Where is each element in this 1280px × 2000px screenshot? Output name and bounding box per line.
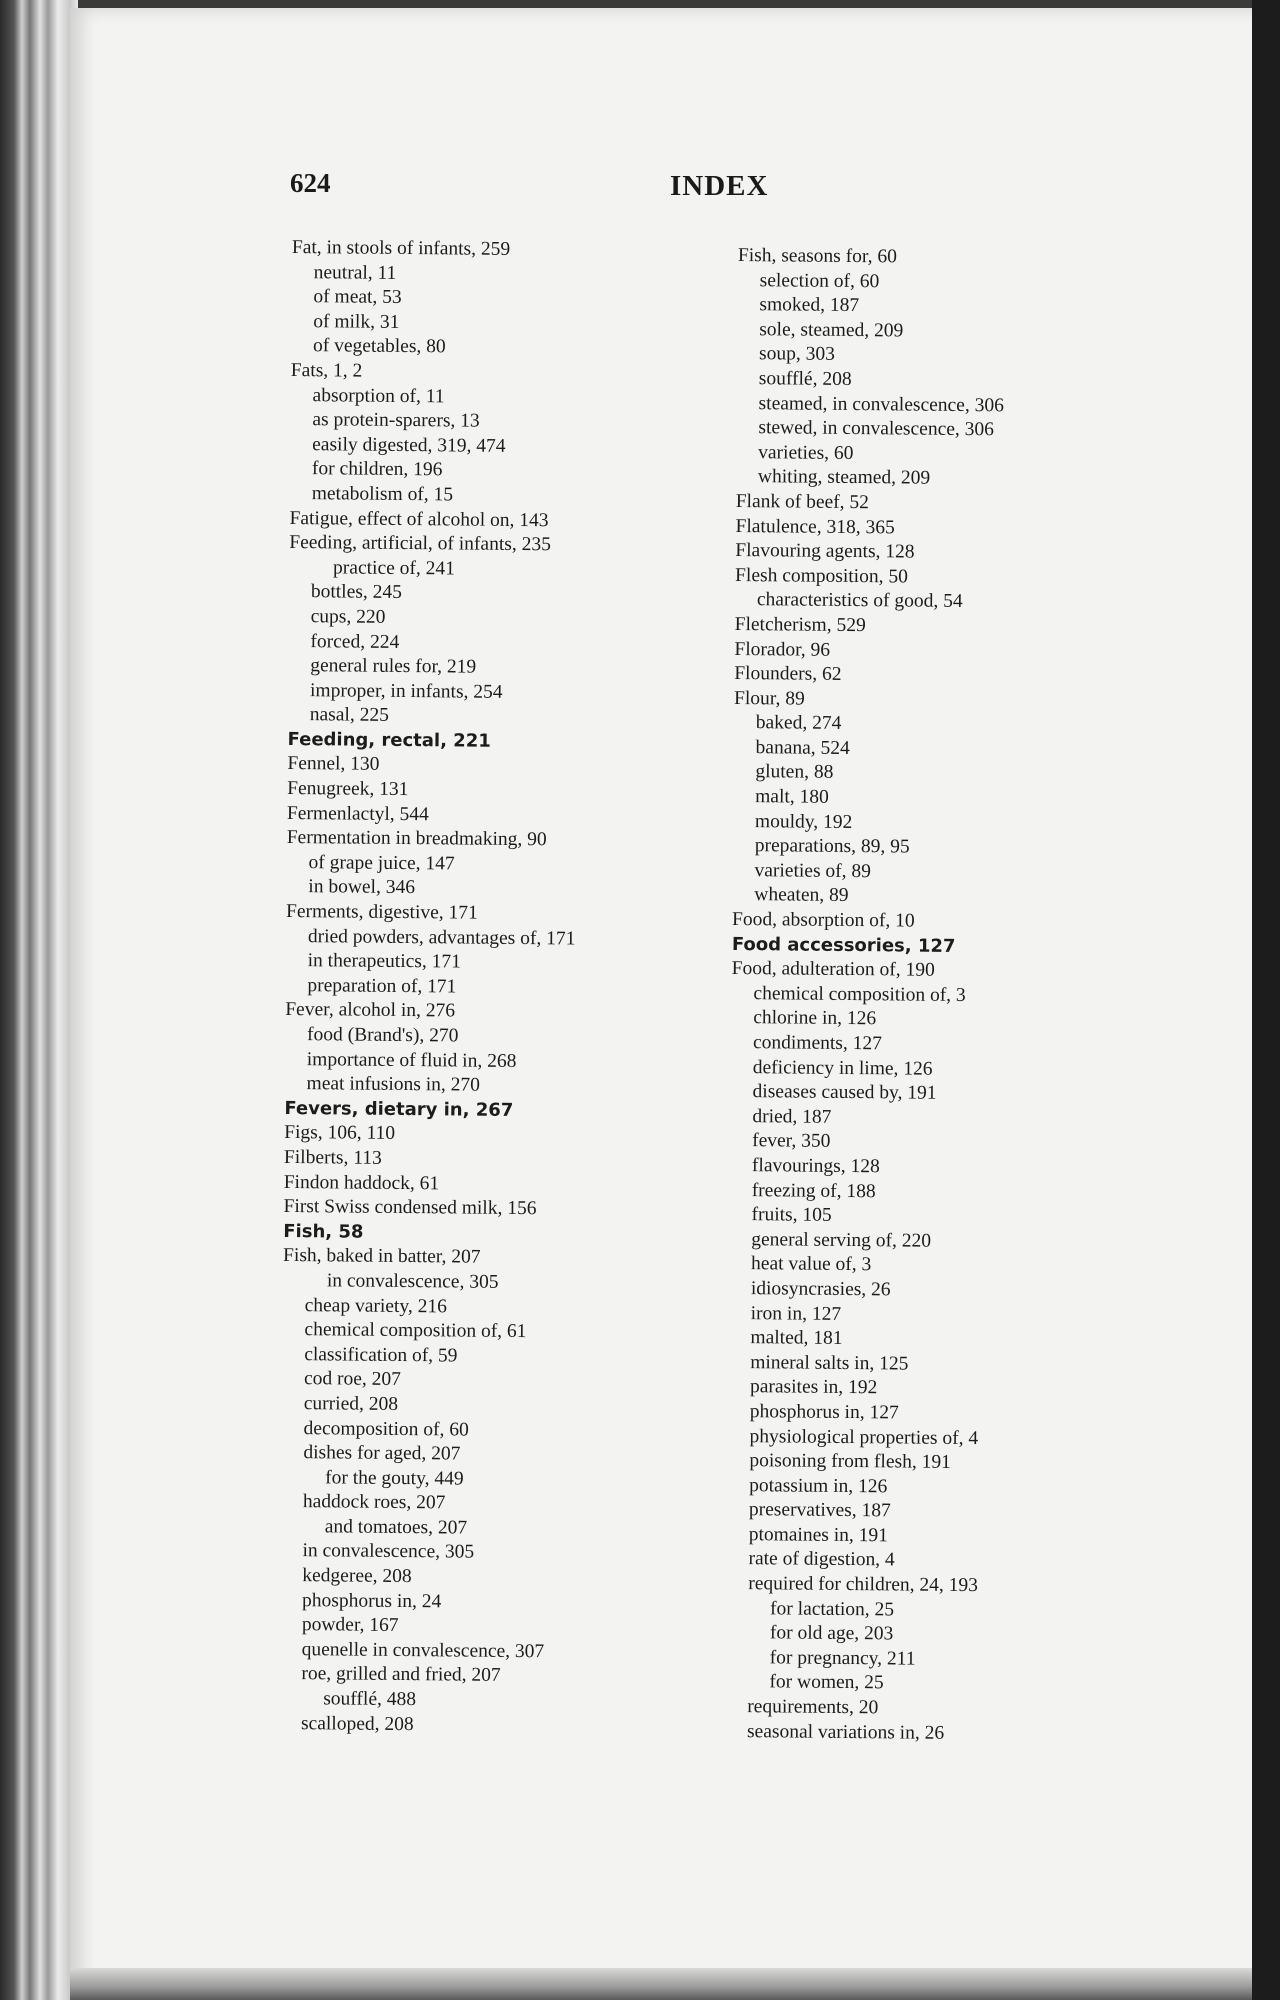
- index-heading: Fat, in stools of infants, 259: [291, 236, 511, 260]
- index-heading: Fermenlactyl, 544: [286, 802, 429, 825]
- index-heading: Food, absorption of, 10: [732, 909, 915, 932]
- index-subentry: chemical composition of, 61: [304, 1319, 527, 1343]
- index-subentry: powder, 167: [301, 1614, 399, 1637]
- index-heading: Findon haddock, 61: [283, 1171, 440, 1194]
- index-subentry: quenelle in convalescence, 307: [301, 1638, 545, 1663]
- index-heading: First Swiss condensed milk, 156: [283, 1196, 537, 1220]
- index-subentry: wheaten, 89: [754, 884, 849, 907]
- index-subentry: in convalescence, 305: [326, 1270, 499, 1293]
- book-spine-edge: [0, 0, 78, 2000]
- index-heading: Fermentation in breadmaking, 90: [286, 827, 547, 851]
- index-subentry: varieties of, 89: [754, 860, 872, 883]
- index-subentry: fever, 350: [752, 1130, 831, 1153]
- page-number: 624: [290, 168, 331, 198]
- index-heading: Fish, 58: [283, 1220, 364, 1243]
- index-subentry: physiological properties of, 4: [749, 1425, 979, 1449]
- index-subentry: forced, 224: [310, 630, 400, 653]
- index-subentry: idiosyncrasies, 26: [750, 1278, 891, 1301]
- index-subentry: of vegetables, 80: [312, 335, 446, 358]
- index-subentry: seasonal variations in, 26: [746, 1720, 945, 1744]
- index-subentry: cheap variety, 216: [304, 1294, 447, 1317]
- index-subentry: heat value of, 3: [751, 1253, 872, 1276]
- index-subentry: cups, 220: [310, 606, 386, 628]
- index-subentry: classification of, 59: [304, 1343, 458, 1367]
- index-subentry: scalloped, 208: [300, 1712, 414, 1735]
- index-heading: Flank of beef, 52: [735, 490, 870, 514]
- index-subentry: selection of, 60: [759, 269, 880, 292]
- index-subentry: for children, 196: [311, 458, 443, 481]
- index-subentry: soufflé, 488: [323, 1688, 417, 1711]
- index-subentry: mouldy, 192: [754, 810, 853, 833]
- index-subentry: dried powders, advantages of, 171: [307, 925, 576, 950]
- index-column-left: [279, 236, 712, 1740]
- index-subentry: for lactation, 25: [770, 1597, 895, 1621]
- index-heading: Florador, 96: [734, 638, 831, 661]
- index-subentry: ptomaines in, 191: [748, 1524, 889, 1547]
- index-subentry: required for children, 24, 193: [748, 1573, 978, 1597]
- index-subentry: for old age, 203: [769, 1622, 894, 1645]
- index-heading: Flesh composition, 50: [735, 564, 908, 588]
- index-heading: Filberts, 113: [283, 1146, 382, 1169]
- index-subentry: deficiency in lime, 126: [752, 1056, 933, 1080]
- index-subentry: fruits, 105: [751, 1204, 832, 1227]
- index-heading: Fletcherism, 529: [734, 613, 866, 637]
- index-subentry: in therapeutics, 171: [307, 950, 462, 973]
- index-subentry: chlorine in, 126: [753, 1007, 877, 1030]
- index-heading: Food, adulteration of, 190: [731, 958, 935, 981]
- index-heading: Figs, 106, 110: [284, 1122, 396, 1145]
- index-subentry: varieties, 60: [758, 441, 854, 464]
- index-subentry: in convalescence, 305: [302, 1540, 475, 1564]
- index-subentry: whiting, steamed, 209: [757, 466, 931, 490]
- scan-background-edge: [1252, 0, 1280, 2000]
- index-subentry: absorption of, 11: [312, 384, 445, 407]
- index-heading: Feeding, artificial, of infants, 235: [289, 532, 551, 556]
- index-subentry: freezing of, 188: [751, 1179, 876, 1202]
- index-heading: Fish, seasons for, 60: [737, 244, 898, 268]
- index-subentry: rate of digestion, 4: [748, 1548, 895, 1571]
- index-subentry: baked, 274: [755, 712, 842, 735]
- index-heading: Flounders, 62: [734, 663, 842, 686]
- index-subentry: general serving of, 220: [751, 1228, 932, 1252]
- index-subentry: iron in, 127: [750, 1302, 842, 1325]
- index-heading: Fever, alcohol in, 276: [285, 999, 456, 1022]
- index-subentry: parasites in, 192: [749, 1376, 878, 1399]
- index-subentry: of milk, 31: [313, 310, 400, 333]
- index-subentry: roe, grilled and fried, 207: [301, 1663, 501, 1687]
- index-subentry: of grape juice, 147: [308, 852, 455, 875]
- index-subentry: mineral salts in, 125: [750, 1351, 909, 1375]
- index-subentry: flavourings, 128: [751, 1155, 880, 1178]
- index-subentry: cod roe, 207: [303, 1368, 402, 1391]
- index-heading: Flour, 89: [733, 687, 805, 710]
- index-subentry: for the gouty, 449: [325, 1467, 464, 1490]
- index-subentry: preservatives, 187: [748, 1499, 891, 1522]
- index-subentry: requirements, 20: [747, 1696, 879, 1719]
- index-heading: Fenugreek, 131: [287, 778, 409, 801]
- index-heading: Fevers, dietary in, 267: [284, 1097, 514, 1121]
- index-subentry: condiments, 127: [752, 1032, 883, 1055]
- index-subentry: importance of fluid in, 268: [306, 1048, 517, 1072]
- index-subentry: and tomatoes, 207: [324, 1516, 468, 1539]
- index-subentry: phosphorus in, 24: [302, 1589, 442, 1613]
- index-subentry: soufflé, 208: [758, 368, 852, 390]
- index-heading: Fats, 1, 2: [290, 359, 363, 382]
- index-subentry: for women, 25: [769, 1671, 884, 1694]
- index-subentry: preparation of, 171: [307, 974, 457, 998]
- index-subentry: preparations, 89, 95: [754, 835, 910, 858]
- index-subentry: banana, 524: [755, 737, 850, 759]
- index-subentry: meat infusions in, 270: [306, 1073, 481, 1096]
- index-subentry: dried, 187: [752, 1105, 832, 1128]
- index-subentry: curried, 208: [303, 1393, 399, 1415]
- index-subentry: poisoning from flesh, 191: [749, 1450, 951, 1473]
- index-heading: Flatulence, 318, 365: [735, 515, 895, 538]
- index-heading: Fatigue, effect of alcohol on, 143: [289, 507, 549, 531]
- index-subentry: malted, 181: [750, 1327, 843, 1350]
- index-heading: Fennel, 130: [287, 753, 380, 776]
- running-head: INDEX: [670, 170, 769, 202]
- index-subentry: as protein-sparers, 13: [312, 409, 480, 432]
- index-heading: Flavouring agents, 128: [735, 540, 915, 563]
- index-subentry: metabolism of, 15: [311, 483, 454, 506]
- index-subentry: general rules for, 219: [310, 655, 477, 678]
- index-subentry: of meat, 53: [313, 286, 402, 309]
- index-subentry: practice of, 241: [333, 557, 456, 580]
- index-subentry: kedgeree, 208: [302, 1565, 412, 1588]
- index-subentry: steamed, in convalescence, 306: [758, 392, 1004, 416]
- index-subentry: phosphorus in, 127: [749, 1401, 899, 1424]
- index-subentry: haddock roes, 207: [302, 1491, 446, 1514]
- index-subentry: food (Brand's), 270: [306, 1024, 459, 1047]
- index-heading: Food accessories, 127: [731, 933, 956, 957]
- index-subentry: diseases caused by, 191: [752, 1081, 937, 1104]
- index-subentry: for pregnancy, 211: [769, 1647, 916, 1670]
- index-heading: Feeding, rectal, 221: [287, 728, 491, 752]
- index-subentry: malt, 180: [755, 786, 829, 808]
- index-subentry: sole, steamed, 209: [759, 318, 904, 342]
- index-subentry: improper, in infants, 254: [309, 679, 503, 703]
- index-subentry: decomposition of, 60: [303, 1417, 469, 1441]
- index-subentry: smoked, 187: [759, 294, 860, 317]
- index-subentry: characteristics of good, 54: [756, 589, 963, 613]
- index-heading: Fish, baked in batter, 207: [283, 1245, 481, 1269]
- index-subentry: chemical composition of, 3: [753, 982, 966, 1006]
- index-subentry: soup, 303: [758, 343, 835, 366]
- index-subentry: dishes for aged, 207: [303, 1442, 461, 1465]
- index-subentry: potassium in, 126: [749, 1474, 888, 1498]
- index-subentry: easily digested, 319, 474: [312, 433, 506, 457]
- index-subentry: stewed, in convalescence, 306: [758, 417, 995, 441]
- index-subentry: bottles, 245: [310, 581, 402, 604]
- page-bottom-edge: [70, 1968, 1258, 2000]
- index-heading: Ferments, digestive, 171: [286, 901, 478, 924]
- index-subentry: gluten, 88: [755, 761, 834, 784]
- index-subentry: neutral, 11: [313, 261, 397, 284]
- index-subentry: nasal, 225: [309, 704, 389, 727]
- index-column-right: [725, 244, 1158, 1748]
- index-subentry: in bowel, 346: [308, 876, 416, 899]
